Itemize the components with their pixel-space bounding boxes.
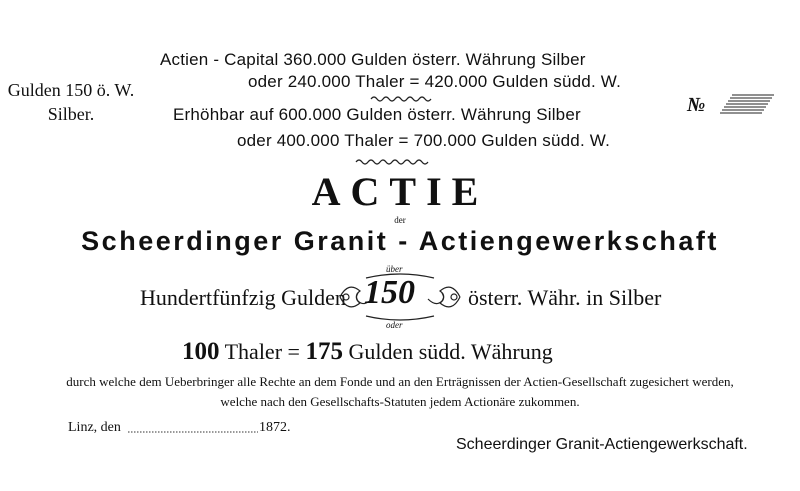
date-dotted-line	[128, 430, 258, 434]
thaler-amount: 100	[182, 338, 220, 365]
date-year: 1872.	[259, 420, 291, 435]
body-line-2: welche nach den Gesellschafts-Statuten jedem Actionäre zukommen.	[220, 394, 580, 409]
place-prefix: Linz, den	[68, 420, 121, 435]
denomination-line-1: Gulden 150 ö. W.	[7, 80, 135, 100]
squiggle-divider-1	[370, 95, 432, 103]
capital-line-1: Actien - Capital 360.000 Gulden österr. Währung Silber	[160, 50, 586, 69]
amount-oder: oder	[386, 320, 403, 330]
squiggle-divider-2	[355, 158, 429, 166]
capital-line-2: oder 240.000 Thaler = 420.000 Gulden südd. W.	[248, 72, 622, 91]
gulden-text: Gulden südd. Währung	[348, 339, 553, 364]
number-hatch-field	[718, 93, 776, 115]
capital-line-3: Erhöhbar auf 600.000 Gulden österr. Währung Silber	[173, 105, 581, 124]
amount-ueber: über	[386, 264, 403, 274]
number-sign: №	[687, 94, 706, 116]
gulden-amount: 175	[305, 338, 343, 365]
company-signature: Scheerdinger Granit-Actiengewerkschaft.	[456, 436, 748, 453]
body-line-1: durch welche dem Ueberbringer alle Rechte an dem Fonde und an den Erträgnissen der Actien-Gesellschaft zugesichert werden,	[66, 374, 734, 389]
denomination-block	[6, 78, 136, 126]
der-word: der	[394, 215, 406, 225]
amount-words-right: österr. Währ. in Silber	[468, 285, 662, 310]
denomination-line-2: Silber.	[47, 104, 95, 124]
thaler-text: Thaler =	[224, 339, 300, 364]
company-name: Scheerdinger Granit - Actiengewerkschaft	[81, 226, 719, 256]
amount-value: 150	[364, 274, 415, 311]
capital-line-4: oder 400.000 Thaler = 700.000 Gulden südd. W.	[237, 131, 611, 150]
certificate-title: ACTIE	[311, 169, 489, 214]
thaler-line	[182, 338, 553, 366]
amount-words-left: Hundertfünfzig Gulden	[140, 285, 346, 310]
